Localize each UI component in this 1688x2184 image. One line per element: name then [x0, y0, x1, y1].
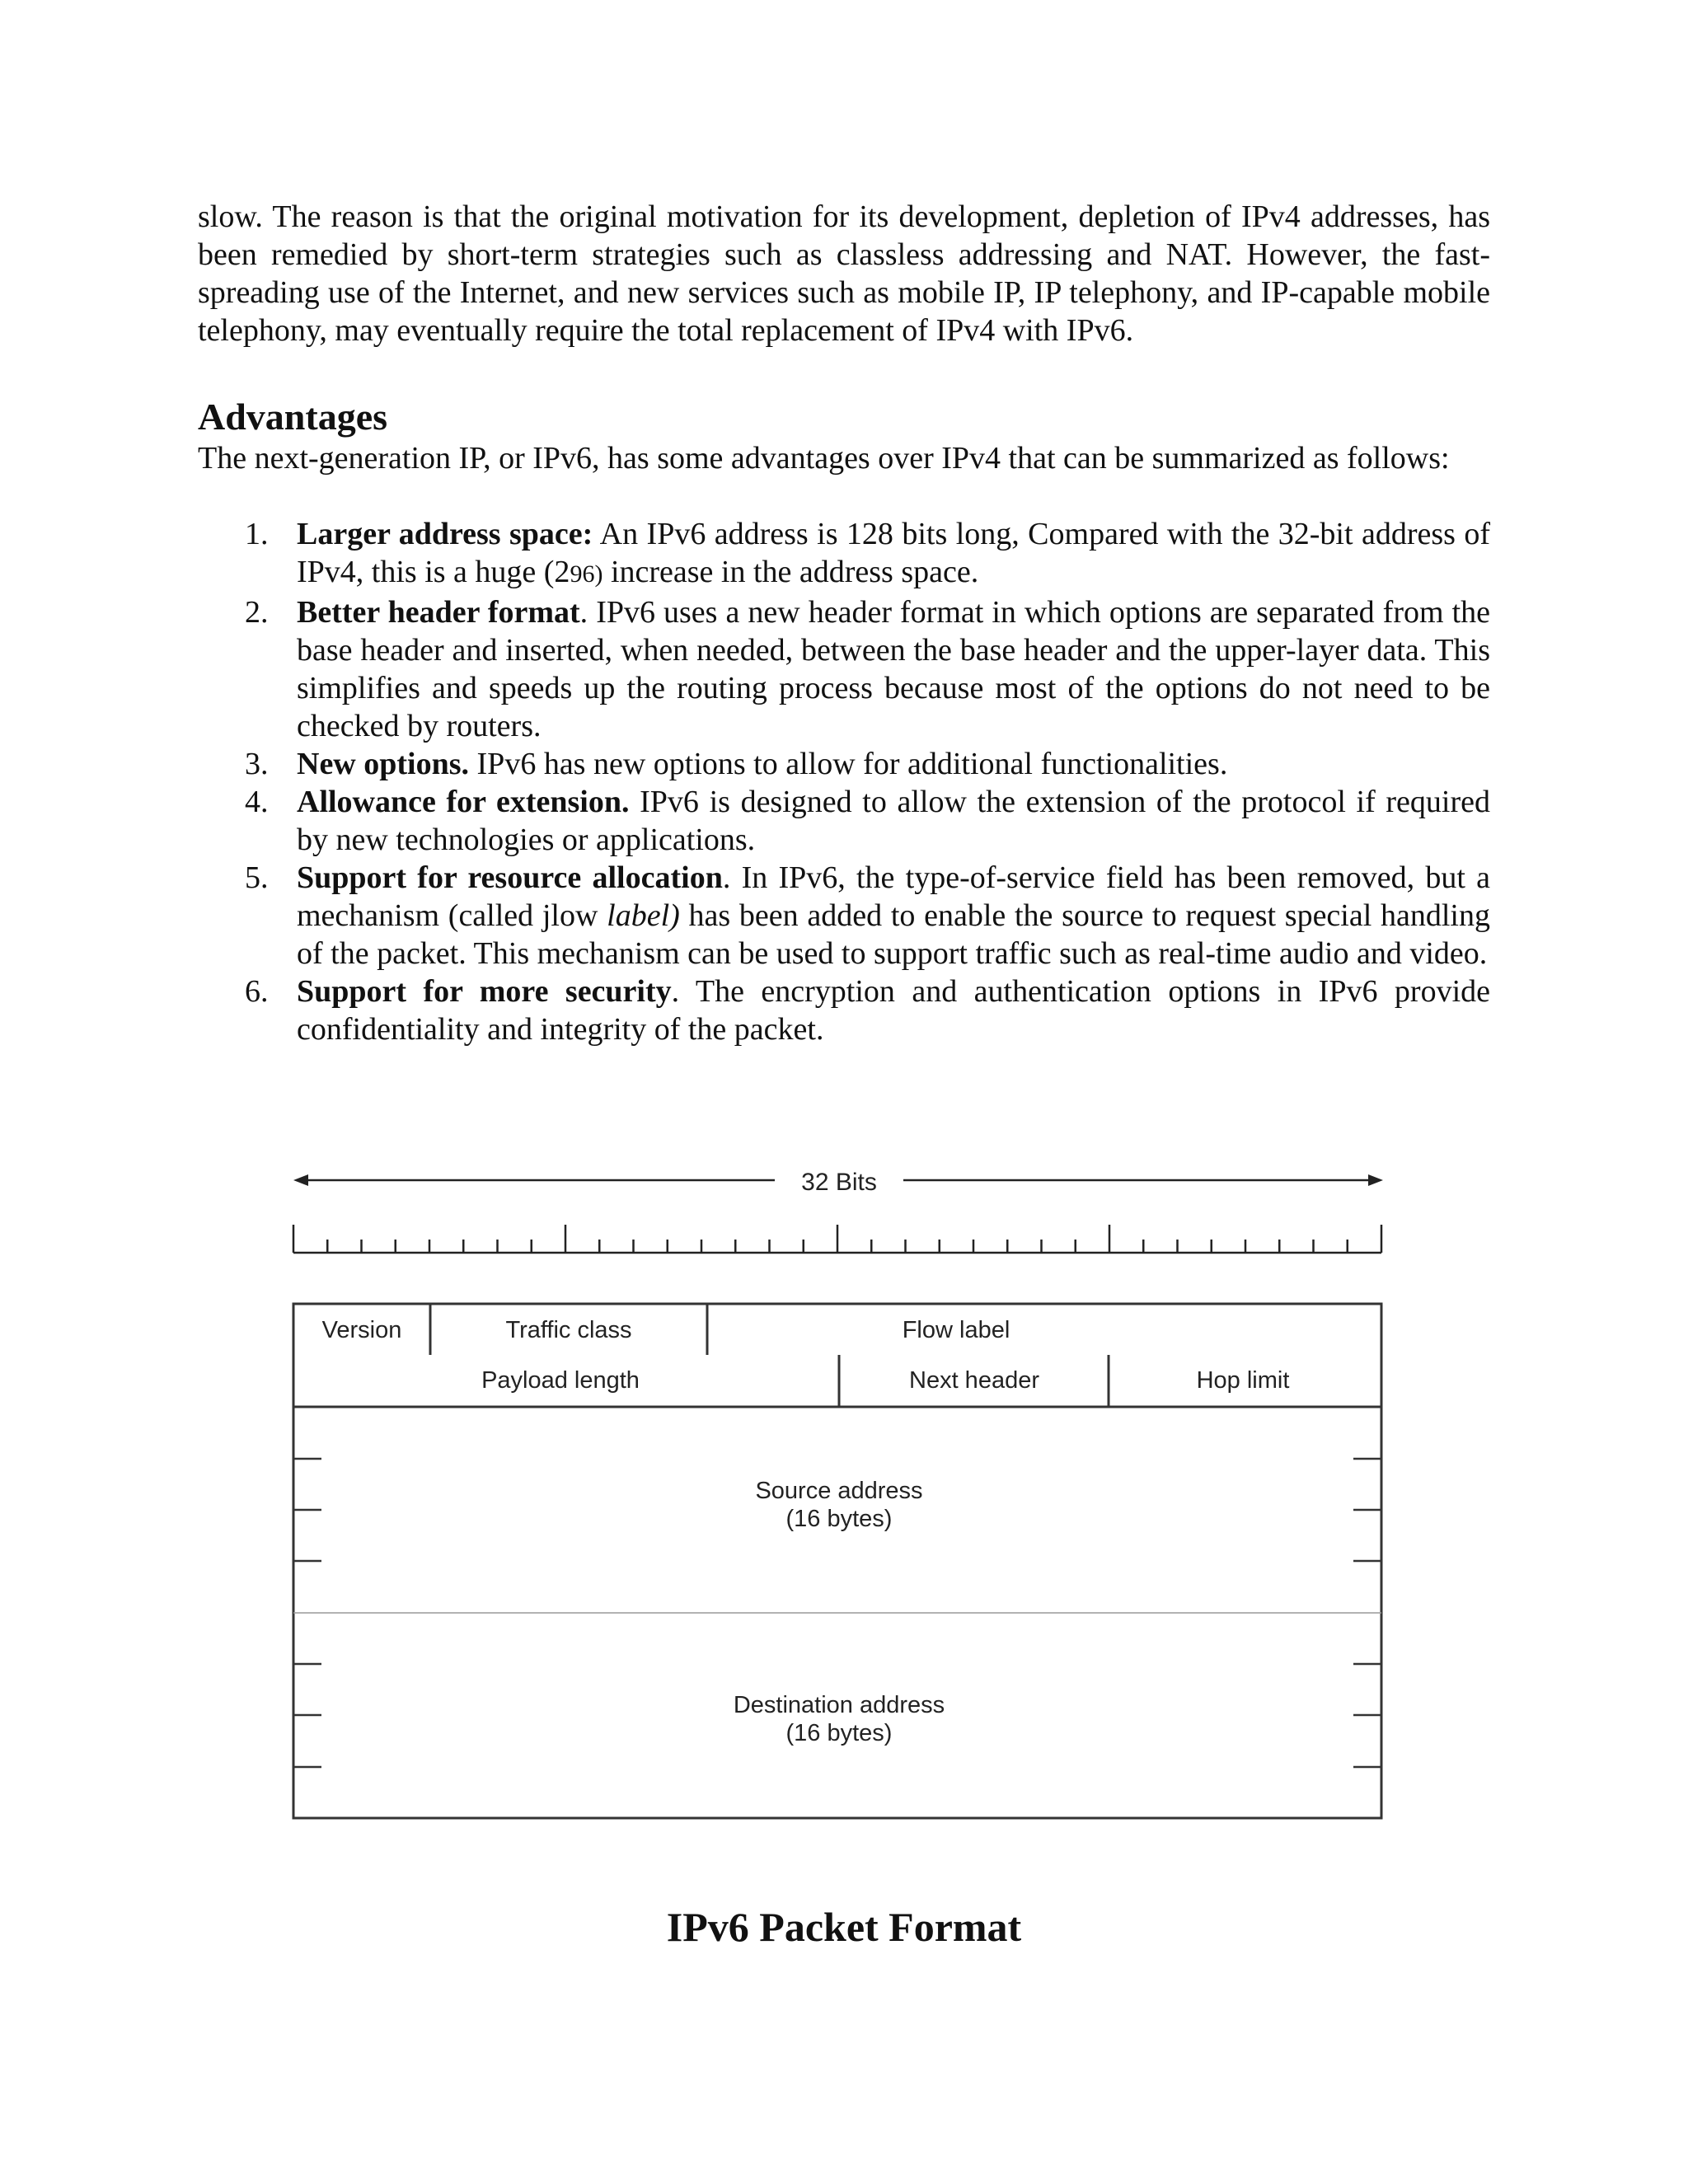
list-item-text: . The encryption and authentication options in IPv6 provide confidentiality and integrity of the packet.	[297, 974, 1490, 1047]
list-item-number: 6.	[245, 974, 269, 1009]
advantages-lead: The next-generation IP, or IPv6, has some advantages over IPv4 that can be summarized as follows:	[198, 441, 1450, 476]
exponent-text: 96)	[570, 560, 603, 588]
list-item-number: 2.	[245, 595, 269, 630]
next-header-field: Next header	[909, 1367, 1039, 1394]
list-item-title: Better header format	[297, 595, 580, 630]
bit-ruler	[293, 1225, 1381, 1253]
list-item-text: increase in the address space.	[603, 555, 979, 589]
list-item-text: An IPv6 address is 128 bits long, Compared with the 32-bit address of IPv4, this is a huge (2	[297, 517, 1490, 589]
bits-label: 32 Bits	[801, 1169, 877, 1196]
list-item-number: 5.	[245, 860, 269, 895]
figure-caption: IPv6 Packet Format	[666, 1904, 1022, 1950]
list-item-title: Support for resource allocation	[297, 860, 723, 895]
list-item-text: IPv6 has new options to allow for additional functionalities.	[469, 747, 1228, 781]
list-item-number: 1.	[245, 517, 269, 551]
hop-limit-field: Hop limit	[1196, 1367, 1290, 1394]
advantages-heading: Advantages	[198, 396, 388, 438]
source-address-field: Source address	[755, 1478, 923, 1504]
list-item-text: . In IPv6, the type-of-service field has been removed, but a mechanism (called jlow	[297, 860, 1490, 933]
list-item-title: Support for more security	[297, 974, 672, 1009]
destination-address-field: Destination address	[733, 1692, 945, 1718]
list-item-title: New options.	[297, 747, 470, 781]
list-item-text: has been added to enable the source to request special handling of the packet. This mechanism can be used to support traffic such as real-time audio and video.	[297, 898, 1490, 971]
destination-address-size: (16 bytes)	[785, 1720, 893, 1746]
list-item-title: Larger address space:	[297, 517, 593, 551]
flow-label-field: Flow label	[902, 1317, 1010, 1343]
version-field: Version	[321, 1317, 402, 1343]
source-address-size: (16 bytes)	[785, 1506, 893, 1532]
payload-length-field: Payload length	[481, 1367, 640, 1394]
list-item-number: 4.	[245, 785, 269, 819]
traffic-class-field: Traffic class	[505, 1317, 632, 1343]
list-item-text: . IPv6 uses a new header format in which options are separated from the base header and inserted, when needed, between the base header and the upper-layer data. This simplifies and speeds up the routing process because most of the options do not need to be checked by routers.	[297, 595, 1491, 743]
list-item-title: Allowance for extension.	[297, 785, 630, 819]
list-item-text: IPv6 is designed to allow the extension of the protocol if required by new technologies or applications.	[297, 785, 1491, 857]
intro-paragraph: slow. The reason is that the original motivation for its development, depletion of IPv4 addresses, has been remedied by short-term strategies such as classless addressing and NAT. However, the fast-spreading use of the Internet, and new services such as mobile IP, IP telephony, and IP-capable mobile telephony, may eventually require the total replacement of IPv4 with IPv6.	[198, 199, 1490, 348]
list-item-number: 3.	[245, 747, 269, 781]
list-item-italic: label)	[607, 898, 680, 933]
